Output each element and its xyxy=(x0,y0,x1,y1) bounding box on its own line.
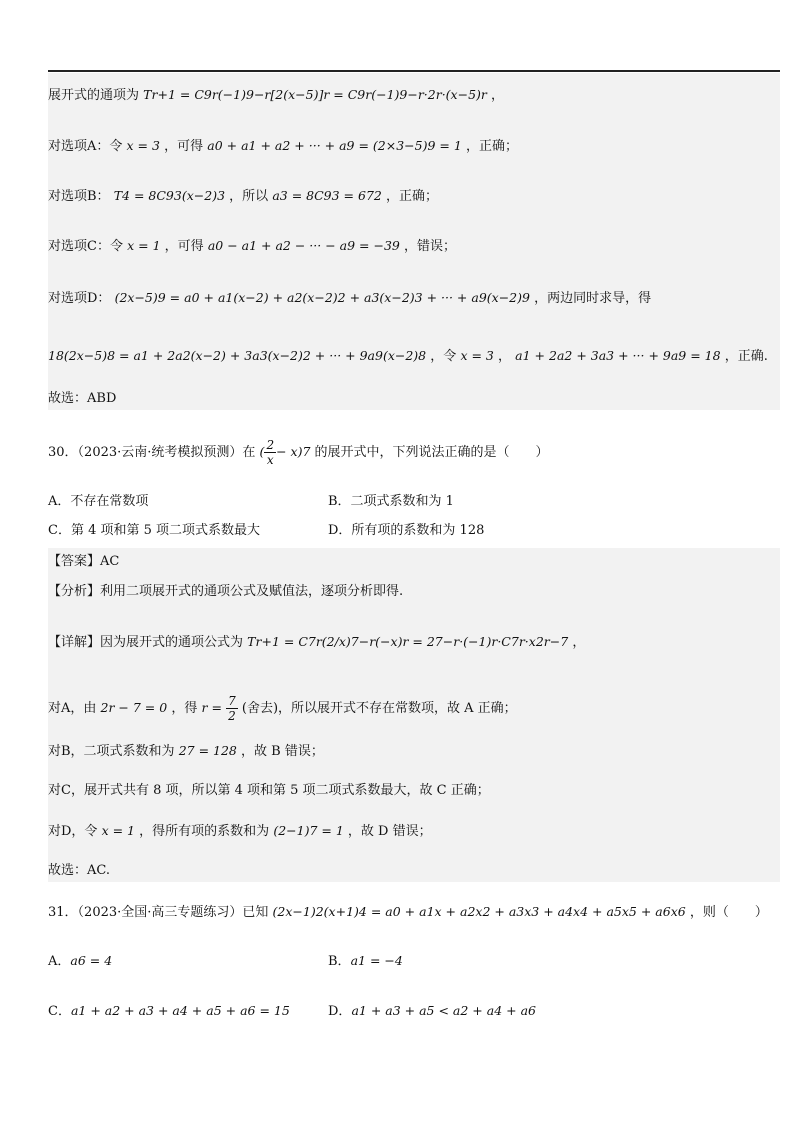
q30-check-a: 对A，由 2r − 7 = 0 ，得 r = $\frac{7}{2}$ (舍去)，所以展开式不存在常数项，故 A 正确； xyxy=(48,694,517,723)
q31-option-a[interactable]: A．a6 = 4 xyxy=(48,953,113,969)
q30-option-c[interactable]: C．第 4 项和第 5 项二项式系数最大 xyxy=(48,523,261,538)
fraction-2-over-x: $\frac{2}{x}$ xyxy=(266,438,275,467)
q31-option-b[interactable]: B．a1 = −4 xyxy=(328,953,403,969)
sol29-option-a: 对选项A：令 x = 3 ，可得 a0 + a1 + a2 + ··· + a9 = (2×3−5)9 = 1 ，正确； xyxy=(48,138,518,154)
sol29-option-c: 对选项C：令 x = 1 ，可得 a0 − a1 + a2 − ··· − a9 = −39 ，错误； xyxy=(48,238,457,254)
q30-answer: 【答案】AC xyxy=(48,554,120,569)
q30-check-c: 对C，展开式共有 8 项，所以第 4 项和第 5 项二项式系数最大，故 C 正确； xyxy=(48,783,490,798)
q30-check-d: 对D，令 x = 1 ，得所有项的系数和为 (2−1)7 = 1 ，故 D 错误； xyxy=(48,823,432,839)
q30-option-b[interactable]: B．二项式系数和为 1 xyxy=(328,494,454,509)
sol29-option-b: 对选项B： T4 = 8C93(x−2)3 ，所以 a3 = 8C93 = 672 ，正确； xyxy=(48,188,439,204)
sol29-option-d: 对选项D： (2x−5)9 = a0 + a1(x−2) + a2(x−2)2 + a3(x−2)3 + ··· + a9(x−2)9 ，两边同时求导，得 xyxy=(48,290,652,306)
header-rule xyxy=(48,70,780,72)
sol29-conclusion: 故选：ABD xyxy=(48,391,117,406)
q31-option-d[interactable]: D．a1 + a3 + a5 < a2 + a4 + a6 xyxy=(328,1003,536,1019)
sol29-line1: 展开式的通项为 Tr+1 = C9r(−1)9−r[2(x−5)]r = C9r(−1)9−r·2r·(x−5)r ， xyxy=(48,87,505,103)
q30-detail: 【详解】因为展开式的通项公式为 Tr+1 = C7r(2/x)7−r(−x)r = 27−r·(−1)r·C7r·x2r−7 ， xyxy=(48,634,586,650)
sol29-derivative: 18(2x−5)8 = a1 + 2a2(x−2) + 3a3(x−2)2 + ··· + 9a9(x−2)8 ，令 x = 3 ， a1 + 2a2 + 3a3 + ··· + 9a9 = 18 ，正确. xyxy=(48,348,768,364)
q30-option-a[interactable]: A．不存在常数项 xyxy=(48,494,149,509)
q30-analysis: 【分析】利用二项展开式的通项公式及赋值法，逐项分析即得. xyxy=(48,584,404,599)
fraction-7-over-2: $\frac{7}{2}$ xyxy=(228,694,236,723)
q31-option-c[interactable]: C．a1 + a2 + a3 + a4 + a5 + a6 = 15 xyxy=(48,1003,290,1019)
question-31-title: 31．（2023·全国·高三专题练习）已知 (2x−1)2(x+1)4 = a0 + a1x + a2x2 + a3x3 + a4x4 + a5x5 + a6x6 ，则（ ） xyxy=(48,904,768,920)
general-term-formula: Tr+1 = C9r(−1)9−r[2(x−5)]r = C9r(−1)9−r·2r·(x−5)r xyxy=(143,87,487,102)
question-30-title: 30．（2023·云南·统考模拟预测）在 ( $\frac{2}{x}$ − x)7 的展开式中，下列说法正确的是（ ） xyxy=(48,438,549,467)
q30-conclusion: 故选：AC. xyxy=(48,863,111,878)
q30-option-d[interactable]: D．所有项的系数和为 128 xyxy=(328,523,485,538)
q30-check-b: 对B，二项式系数和为 27 = 128 ，故 B 错误； xyxy=(48,743,324,759)
